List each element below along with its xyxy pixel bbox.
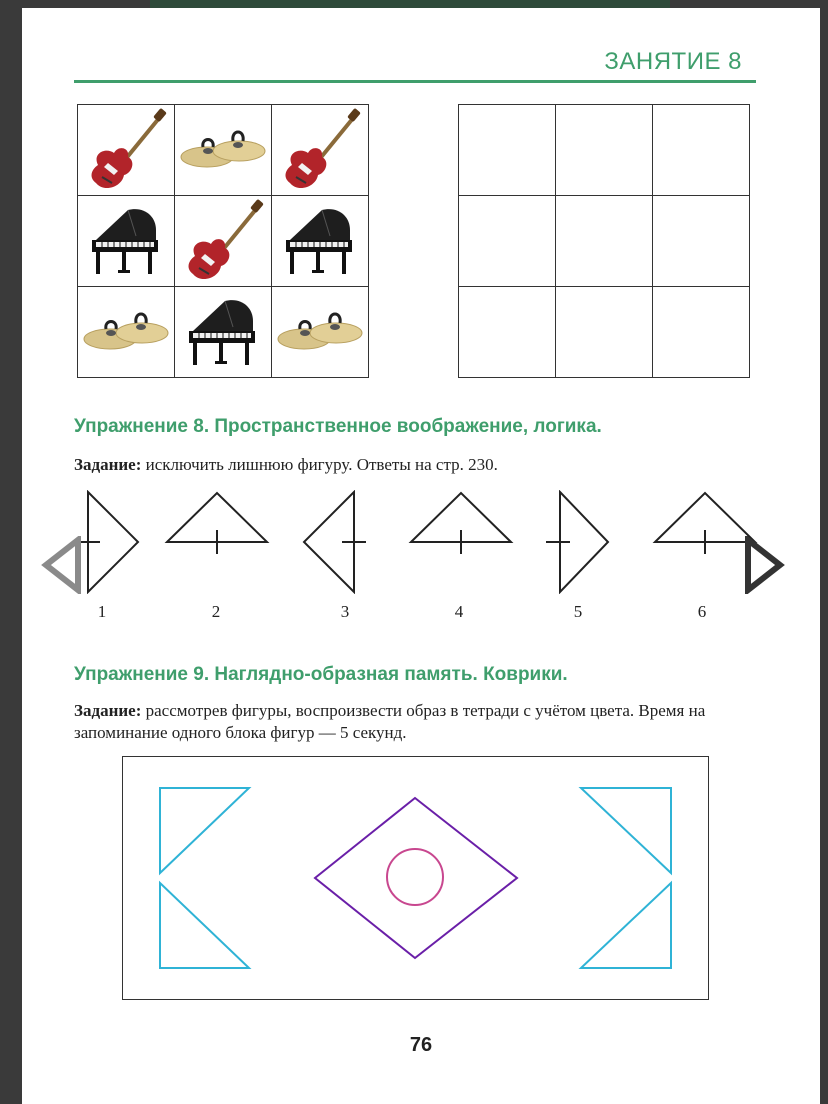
piano-icon [175, 287, 271, 377]
triangle-shape [160, 788, 249, 873]
grid-cell [272, 196, 369, 287]
guitar-icon [272, 105, 368, 195]
figure-6[interactable] [652, 490, 758, 560]
next-page-arrow-icon[interactable] [744, 536, 786, 594]
instrument-grid [77, 104, 369, 378]
grid-cell [272, 105, 369, 196]
cymbals-icon [78, 287, 174, 377]
grid-cell [459, 105, 556, 196]
grid-cell [653, 196, 750, 287]
figure-5[interactable] [544, 490, 614, 594]
circle-shape [387, 849, 443, 905]
triangle-shape [581, 883, 671, 968]
exercise-8-title: Упражнение 8. Пространственное воображение, логика. [74, 416, 602, 437]
triangle-shape [581, 788, 671, 873]
cymbals-icon [175, 105, 271, 195]
task-label: Задание: [74, 455, 142, 474]
grid-cell [653, 105, 750, 196]
task-text: исключить лишнюю фигуру. Ответы на стр. 230. [141, 455, 498, 474]
figure-number: 3 [340, 602, 350, 621]
piano-icon [78, 196, 174, 286]
guitar-icon [78, 105, 174, 195]
exercise-9-task [74, 700, 764, 744]
exercise-9-title: Упражнение 9. Наглядно-образная память. Коврики. [74, 664, 568, 685]
grid-cell [556, 196, 653, 287]
grid-cell [175, 105, 272, 196]
rug-pattern-frame [122, 756, 709, 1000]
grid-cell [78, 105, 175, 196]
book-page [22, 8, 820, 1104]
piano-icon [272, 196, 368, 286]
figure-number: 1 [97, 602, 107, 621]
figure-3[interactable] [302, 490, 372, 594]
top-strip [150, 0, 670, 8]
lesson-title: ЗАНЯТИЕ 8 [604, 48, 742, 75]
empty-answer-grid [458, 104, 750, 378]
grid-cell [175, 196, 272, 287]
figure-2[interactable] [164, 490, 270, 560]
grid-cell [459, 196, 556, 287]
grid-cell [556, 105, 653, 196]
task-text: рассмотрев фигуры, воспроизвести образ в тетради с учётом цвета. Время на запоминание одного блока фигур — 5 секунд. [74, 701, 706, 742]
guitar-icon [175, 196, 271, 286]
task-label: Задание: [74, 701, 142, 720]
grid-cell [272, 287, 369, 378]
grid-cell [175, 287, 272, 378]
figure-number: 2 [211, 602, 221, 621]
header-rule [74, 80, 756, 83]
figure-4[interactable] [408, 490, 514, 560]
grid-cell [556, 287, 653, 378]
cymbals-icon [272, 287, 368, 377]
figure-1[interactable] [74, 490, 144, 594]
previous-page-arrow-icon[interactable] [40, 536, 82, 594]
rhombus-shape [315, 798, 517, 958]
grid-cell [78, 287, 175, 378]
figure-number: 4 [454, 602, 464, 621]
triangle-shape [160, 883, 249, 968]
exercise-8-task [74, 454, 764, 476]
grid-cell [78, 196, 175, 287]
grid-cell [653, 287, 750, 378]
figure-number: 5 [573, 602, 583, 621]
rug-pattern [123, 757, 708, 999]
grid-cell [459, 287, 556, 378]
figure-number: 6 [697, 602, 707, 621]
page-number: 76 [409, 1034, 433, 1056]
